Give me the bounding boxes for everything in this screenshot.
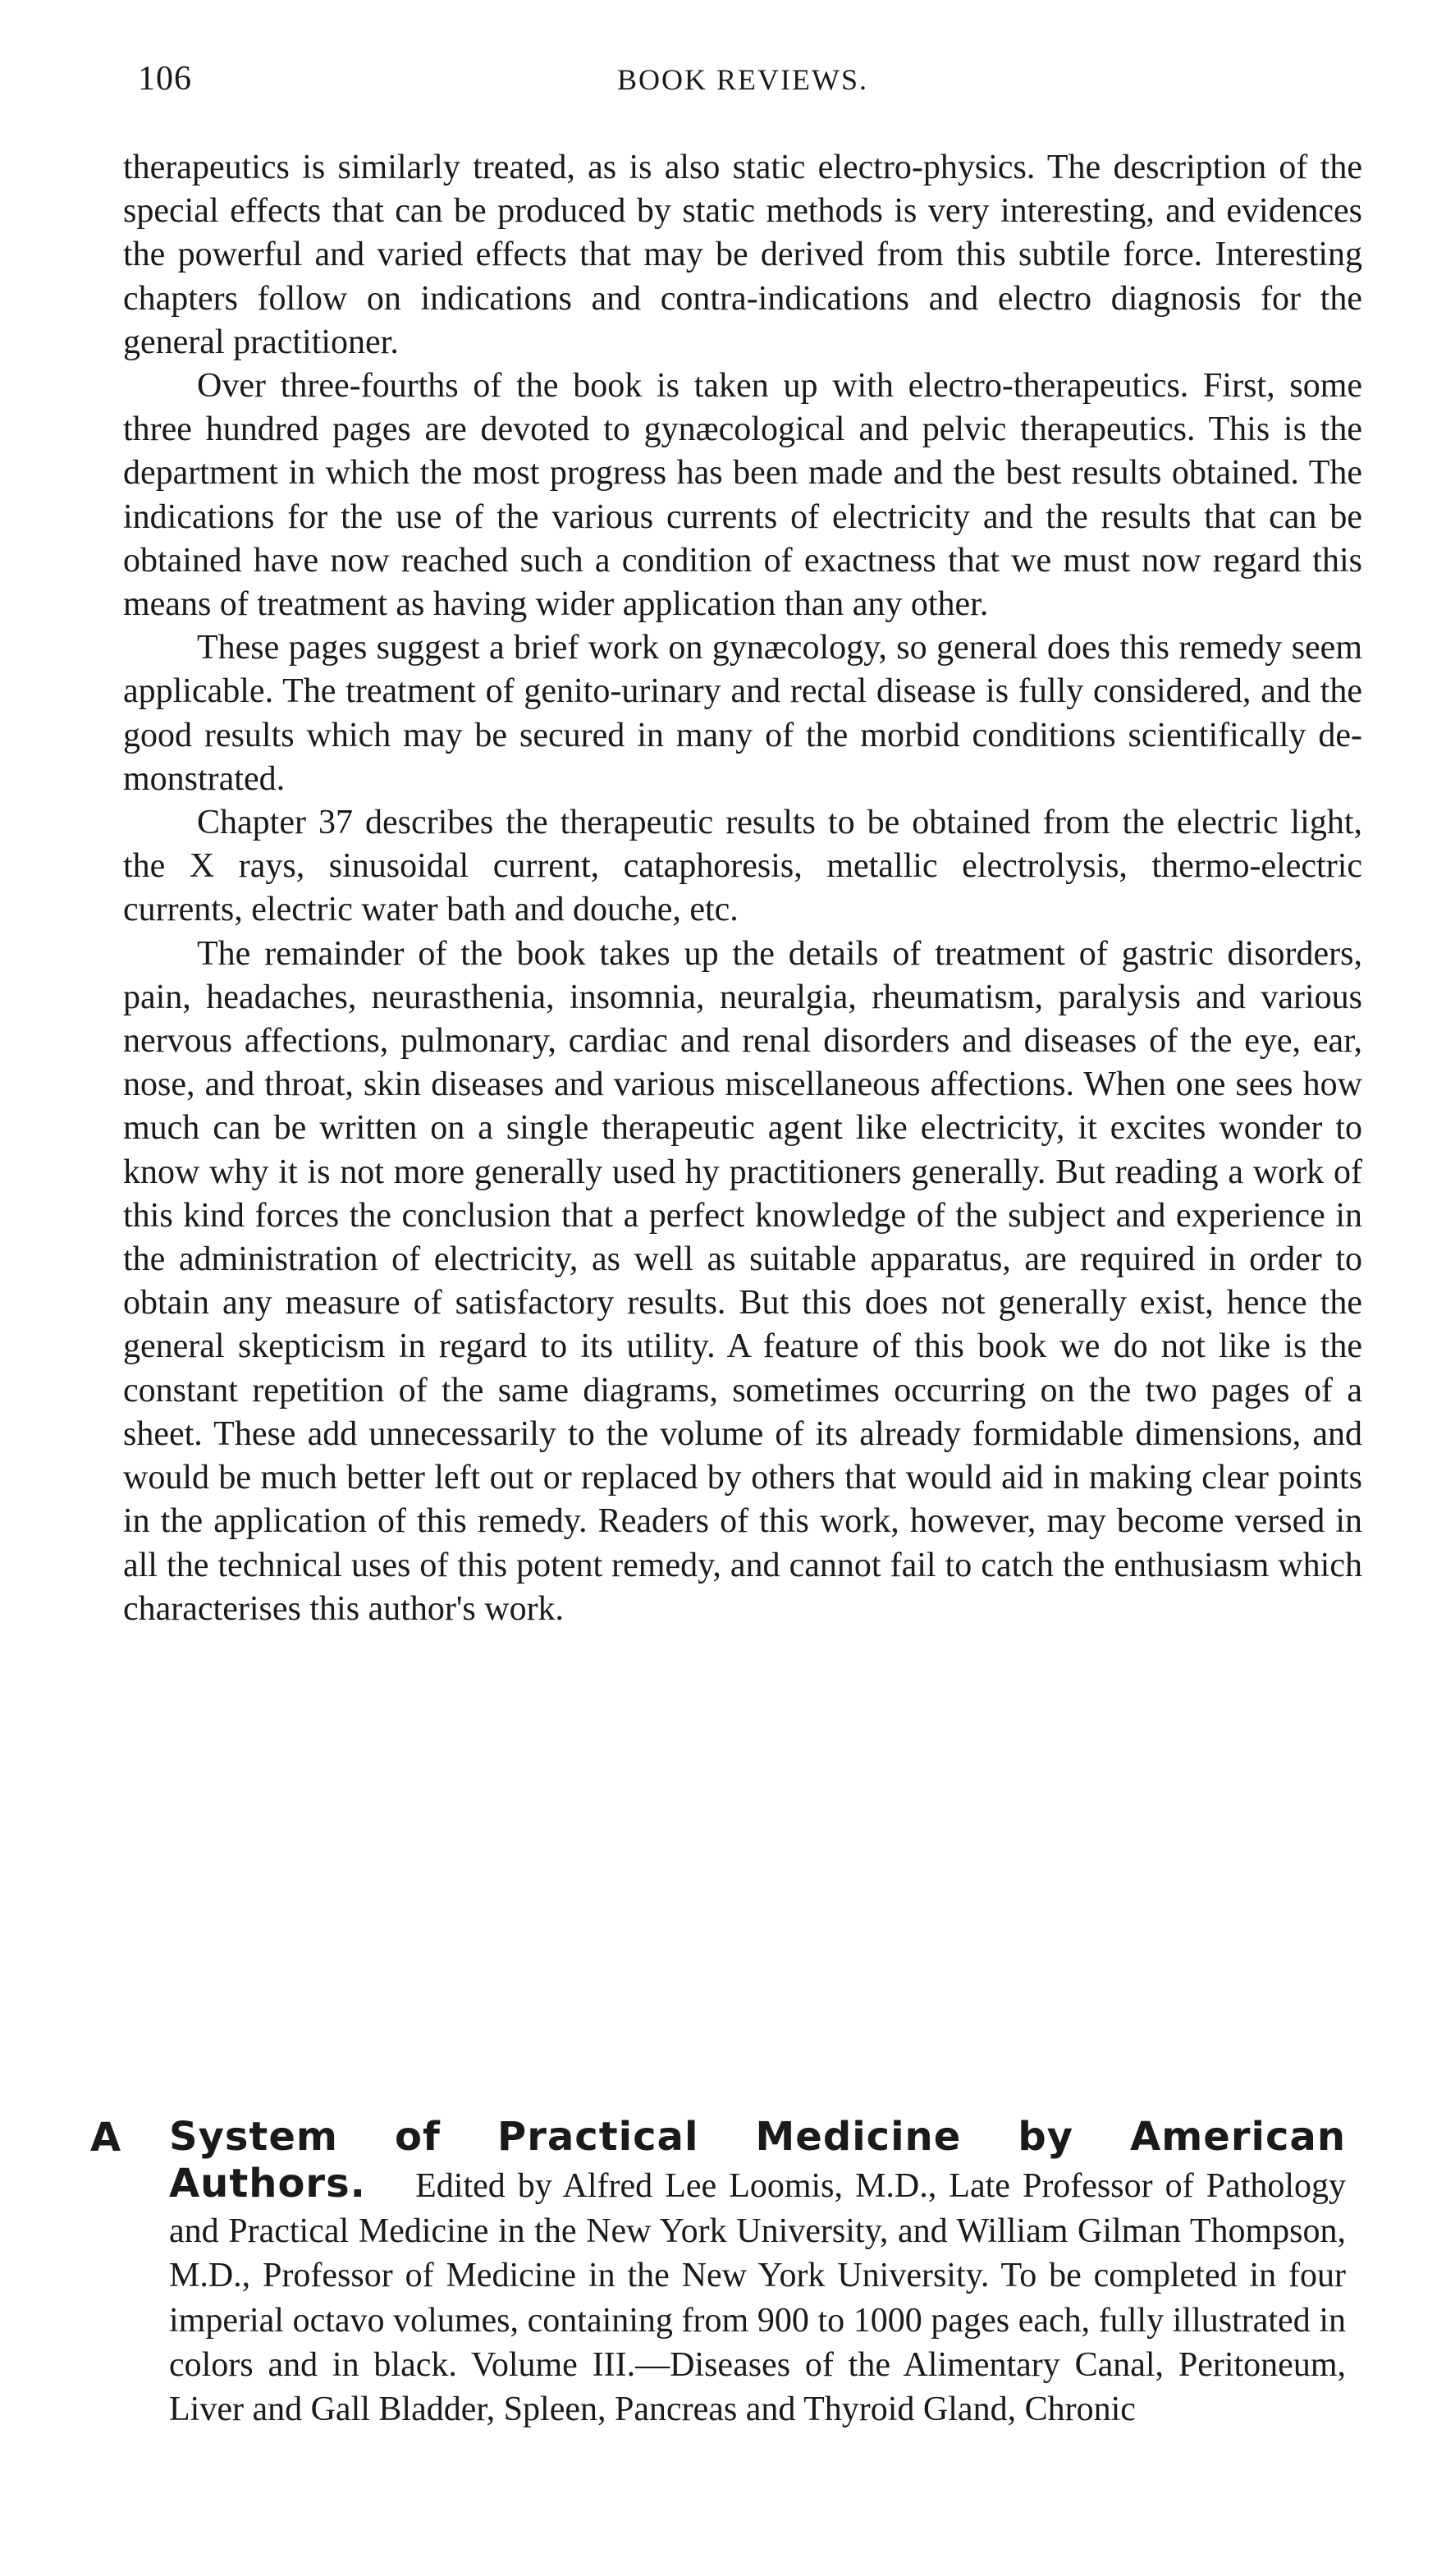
paragraph-remainder: The remainder of the book takes up the details of treatment of gastric disorders, pain, headaches, neurasthenia, insomnia, neuralgia, rheumatism, paralysis and various nervous affections, pulmonary, cardiac and renal disorders and diseases of the eye, ear, nose, and throat, skin diseases and various miscellaneous affections. When one sees how much can be written on a single therapeutic agent like electricity, it excites wonder to know why it is not more generally used hy practitioners generally. But reading a work of this kind forces the conclusion that a perfect knowledge of the subject and experience in the administration of electricity, as well as suitable apparatus, are required in order to obtain any measure of satisfactory results. But this does not generally exist, hence the general skepticism in regard to its utility. A feature of this book we do not like is the constant repetition of the same diagrams, sometimes occurring on the two pages of a sheet. These add unnecessarily to the volume of its already formidable dimensions, and would be much better left out or replaced by others that would aid in making clear points in the application of this remedy. Readers of this work, however, may become versed in all the technical uses of this potent remedy, and cannot fail to catch the enthusiasm which characterises this author's work. bbox=[123, 934, 1362, 1628]
running-head bbox=[123, 59, 1362, 108]
entry-title: System of Practical Medicine by American Authors. bbox=[169, 2114, 1346, 2207]
section-title: BOOK REVIEWS. bbox=[617, 63, 868, 96]
page-number: 106 bbox=[138, 60, 192, 98]
entry-lead-letter: A bbox=[90, 2115, 121, 2161]
paragraph-continued: therapeutics is similarly treated, as is also static electro-physics. The description of the special effects that can be produced by static methods is very interesting, and evidences the powerful and varied effects that may be derived from this subtile force. Interesting chapters follow on indications and contra-indications and electro diagnosis for the general practitioner. bbox=[123, 149, 1362, 361]
entry-separator bbox=[378, 2167, 403, 2205]
paragraph-electro-therapeutics: Over three-fourths of the book is taken up with electro-therapeutics. First, some three hundred pages are devoted to gynæcological and pelvic therapeutics. This is the department in which the most progress has been made and the best results obtained. The indications for the use of the various currents of electricity and the results that can be obtained have now reached such a condition of exactness that we must now regard this means of treatment as having wider application than any other. bbox=[123, 367, 1362, 624]
review-body bbox=[123, 146, 1362, 1631]
entry-body bbox=[169, 2115, 1346, 2432]
entry-text: Edited by Alfred Lee Loomis, M.D., Late Professor of Pathology and Practical Medicine in the New York University, and William Gilman Thompson, M.D., Professor of Medicine in the New York University. To be completed in four imperial octavo volumes, containing from 900 to 1000 pages each, fully illustrated in colors and in black. Volume III.—Diseases of the Alimentary Canal, Peritoneum, Liver and Gall Bladder, Spleen, Pancreas and Thyroid Gland, Chronic bbox=[169, 2167, 1347, 2429]
paragraph-chapter-37: Chapter 37 describes the therapeutic results to be obtained from the electric light, the X rays, sinusoidal current, cataphoresis, metallic electrolysis, thermo-electric currents, electric water bath and douche, etc. bbox=[123, 804, 1362, 929]
review-entry bbox=[90, 2115, 1346, 2432]
paragraph-gynaecology: These pages suggest a brief work on gynæcology, so general does this remedy seem applicable. The treatment of genito-urinary and rectal disease is fully considered, and the good results which may be secured in many of the morbid conditions scientifically demonstrated. bbox=[123, 629, 1362, 798]
